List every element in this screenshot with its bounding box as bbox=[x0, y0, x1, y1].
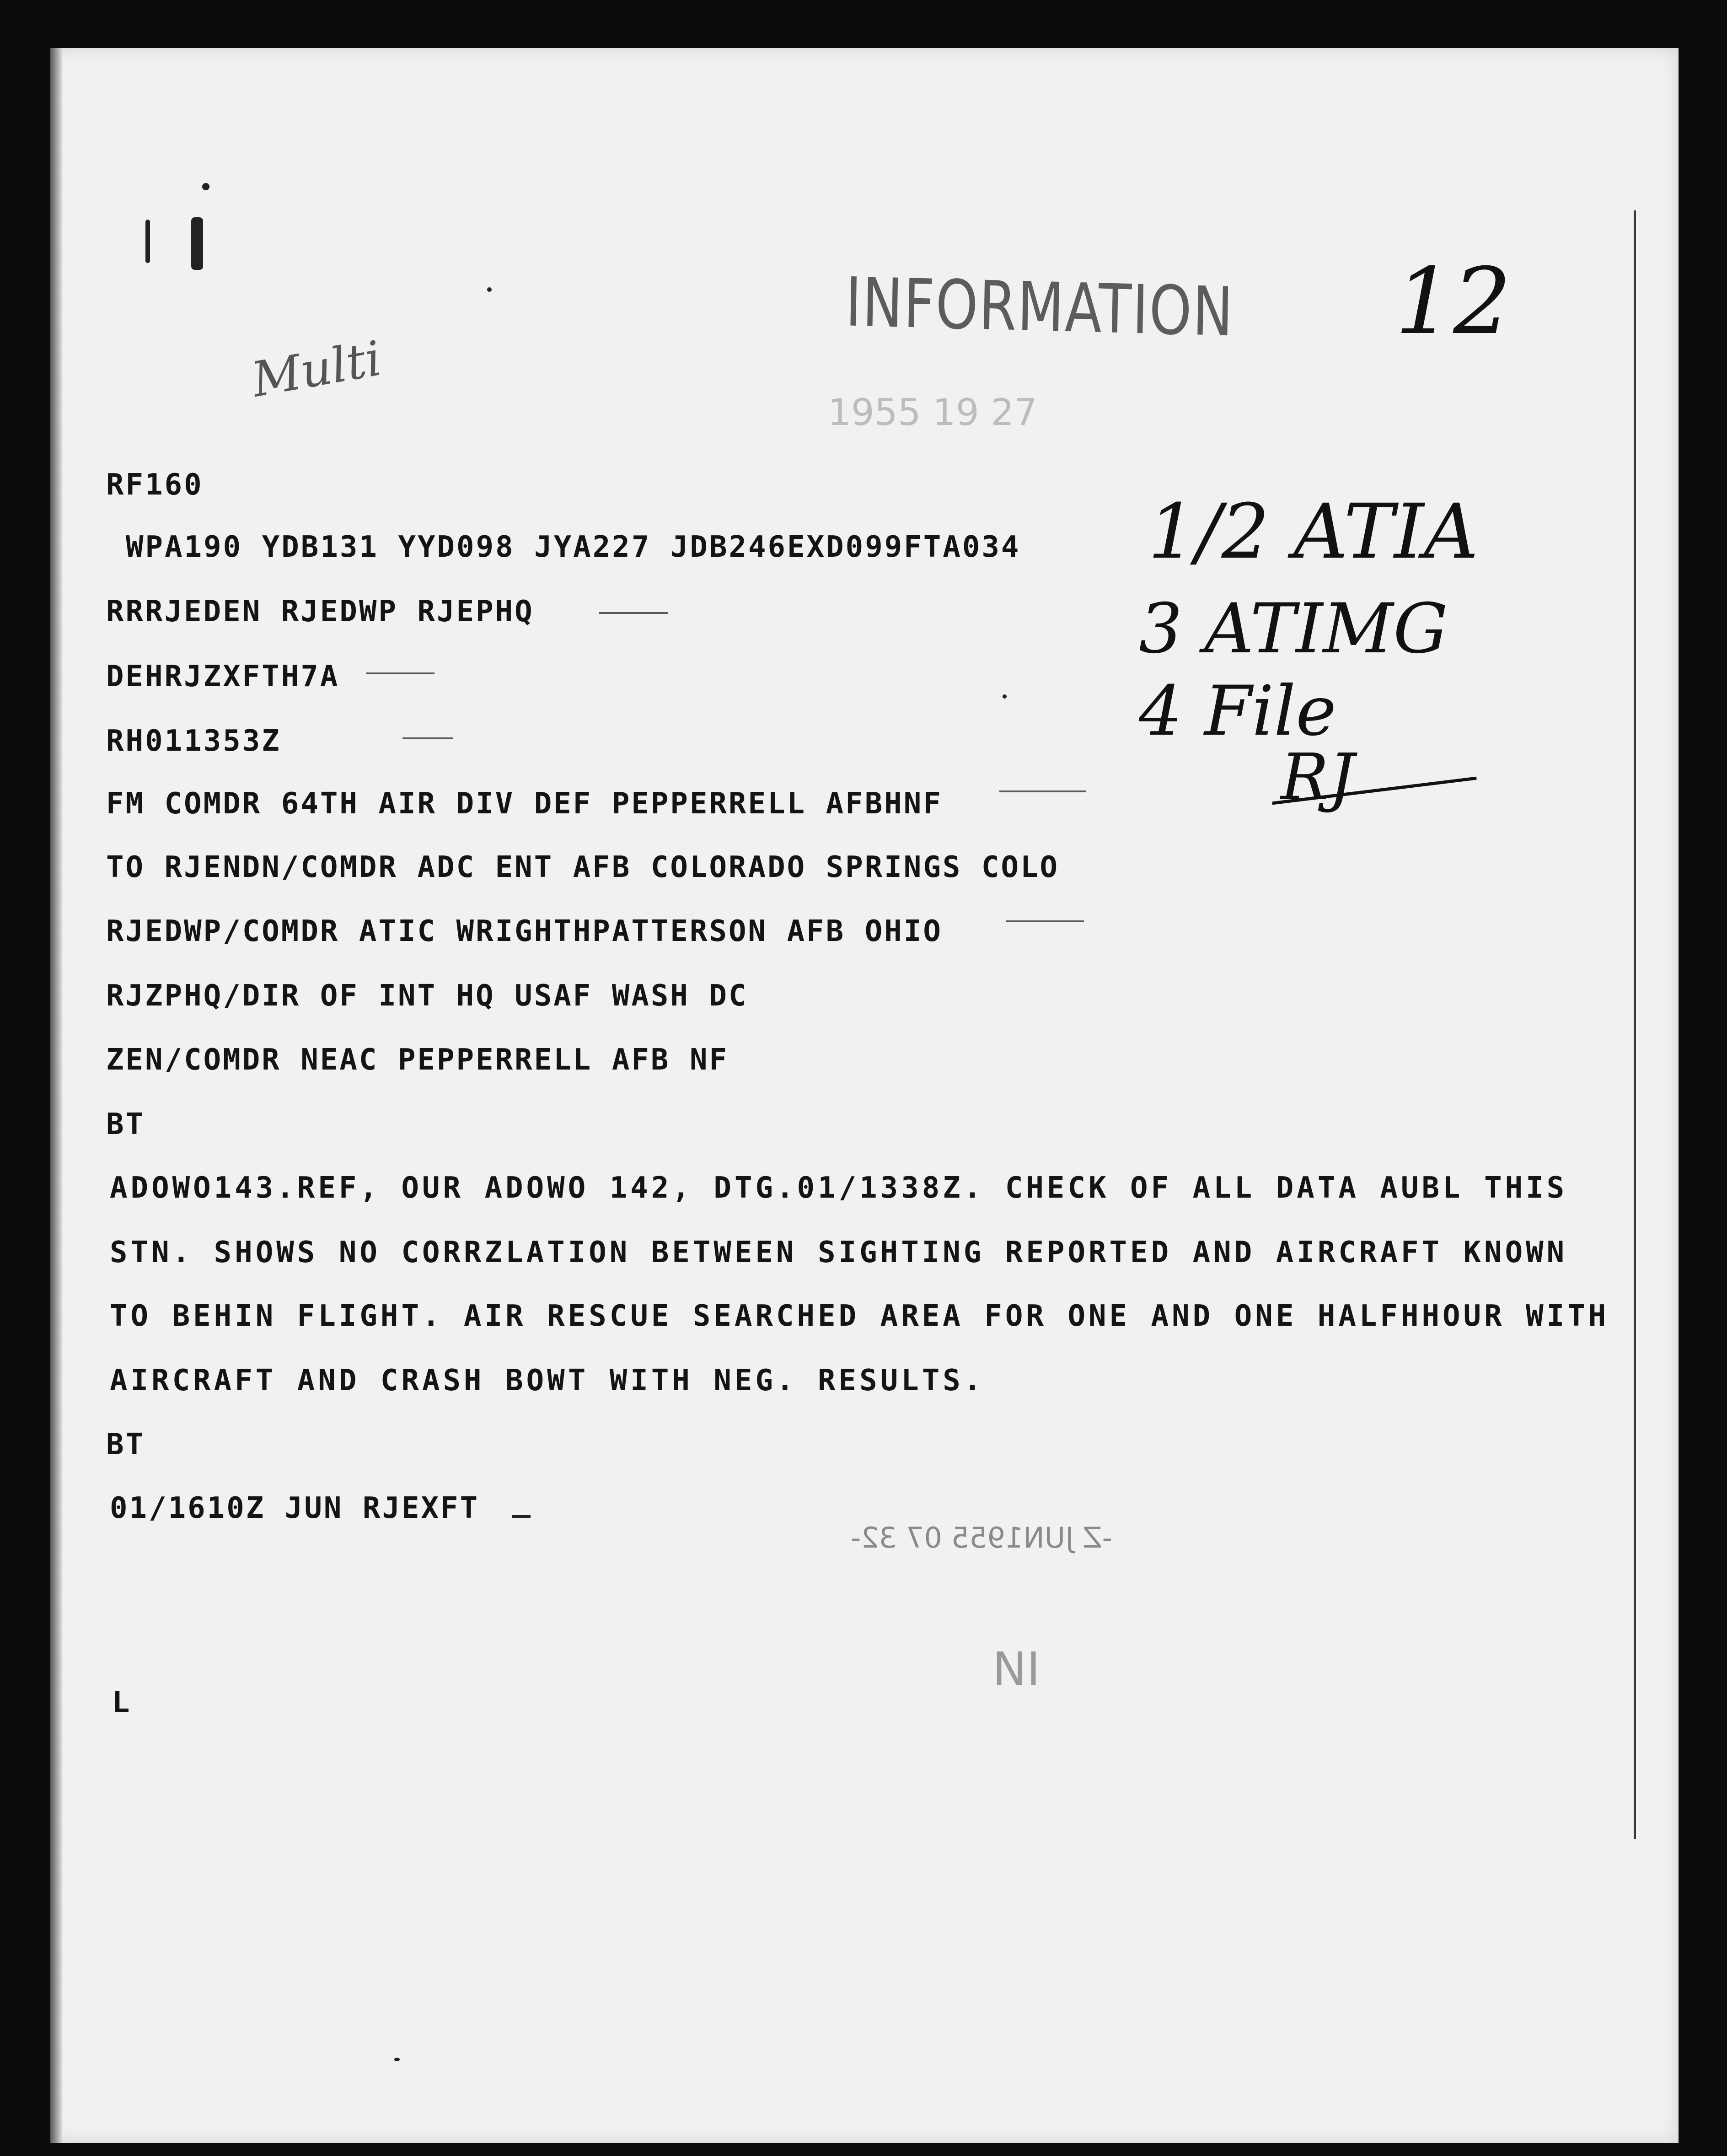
footer-line: 01/1610Z JUN RJEXFT bbox=[110, 1491, 480, 1525]
header-line: BT bbox=[106, 1108, 145, 1141]
routing-line-3: 4 File bbox=[1139, 672, 1336, 751]
header-line: DEHRJZXFTH7A bbox=[106, 660, 340, 694]
information-stamp: INFORMATION bbox=[845, 262, 1235, 352]
ink-speck bbox=[191, 217, 203, 270]
multi-handwritten-note: Multi bbox=[247, 330, 386, 408]
ink-speck bbox=[145, 220, 150, 263]
header-line: RF160 bbox=[106, 468, 204, 502]
header-line: TO RJENDN/COMDR ADC ENT AFB COLORADO SPRINGS COLO bbox=[106, 850, 1060, 884]
header-line: ZEN/COMDR NEAC PEPPERRELL AFB NF bbox=[106, 1043, 729, 1077]
footer-line: BT bbox=[106, 1428, 145, 1462]
margin-dash bbox=[366, 672, 434, 674]
body-line: TO BEHIN FLIGHT. AIR RESCUE SEARCHED AREA FOR ONE AND ONE HALFHHOUR WITH bbox=[110, 1299, 1609, 1333]
body-line: AIRCRAFT AND CRASH BOWT WITH NEG. RESULTS. bbox=[110, 1364, 985, 1398]
header-line: RJEDWP/COMDR ATIC WRIGHTHPATTERSON AFB OHIO bbox=[106, 914, 943, 948]
ink-speck bbox=[1003, 694, 1007, 699]
received-stamp: 1955 19 27 bbox=[828, 391, 1038, 434]
margin-dash bbox=[402, 737, 453, 739]
header-line: WPA190 YDB131 YYD098 JYA227 JDB246EXD099FTA034 bbox=[126, 530, 1021, 564]
mirrored-date-stamp: -Z JUN1955 07 32- bbox=[851, 1521, 1112, 1554]
margin-dash bbox=[1006, 920, 1084, 922]
margin-dash bbox=[599, 612, 668, 614]
page-number-handwritten: 12 bbox=[1395, 248, 1512, 355]
margin-dash bbox=[512, 1515, 531, 1518]
routing-line-1: 1/2 ATIA bbox=[1148, 488, 1479, 575]
body-line: STN. SHOWS NO CORRZLATION BETWEEN SIGHTING REPORTED AND AIRCRAFT KNOWN bbox=[110, 1236, 1568, 1269]
margin-dash bbox=[999, 790, 1086, 792]
bottom-mark: L bbox=[112, 1686, 132, 1720]
header-line: FM COMDR 64TH AIR DIV DEF PEPPERRELL AFBHNF bbox=[106, 787, 943, 821]
body-line: ADOWO143.REF, OUR ADOWO 142, DTG.01/1338Z. CHECK OF ALL DATA AUBL THIS bbox=[110, 1171, 1568, 1205]
routing-line-2: 3 ATIMG bbox=[1139, 589, 1448, 669]
ink-speck bbox=[202, 183, 209, 190]
initials-handwritten: RJ bbox=[1281, 740, 1355, 815]
page-edge-shadow bbox=[50, 48, 62, 2143]
ni-stamp: NI bbox=[992, 1642, 1040, 1696]
header-line: RJZPHQ/DIR OF INT HQ USAF WASH DC bbox=[106, 979, 748, 1013]
page-right-rule bbox=[1634, 210, 1636, 1839]
ink-speck bbox=[487, 287, 492, 292]
header-line: RH011353Z bbox=[106, 724, 281, 758]
ink-speck bbox=[394, 2058, 400, 2061]
header-line: RRRJEDEN RJEDWP RJEPHQ bbox=[106, 595, 534, 629]
